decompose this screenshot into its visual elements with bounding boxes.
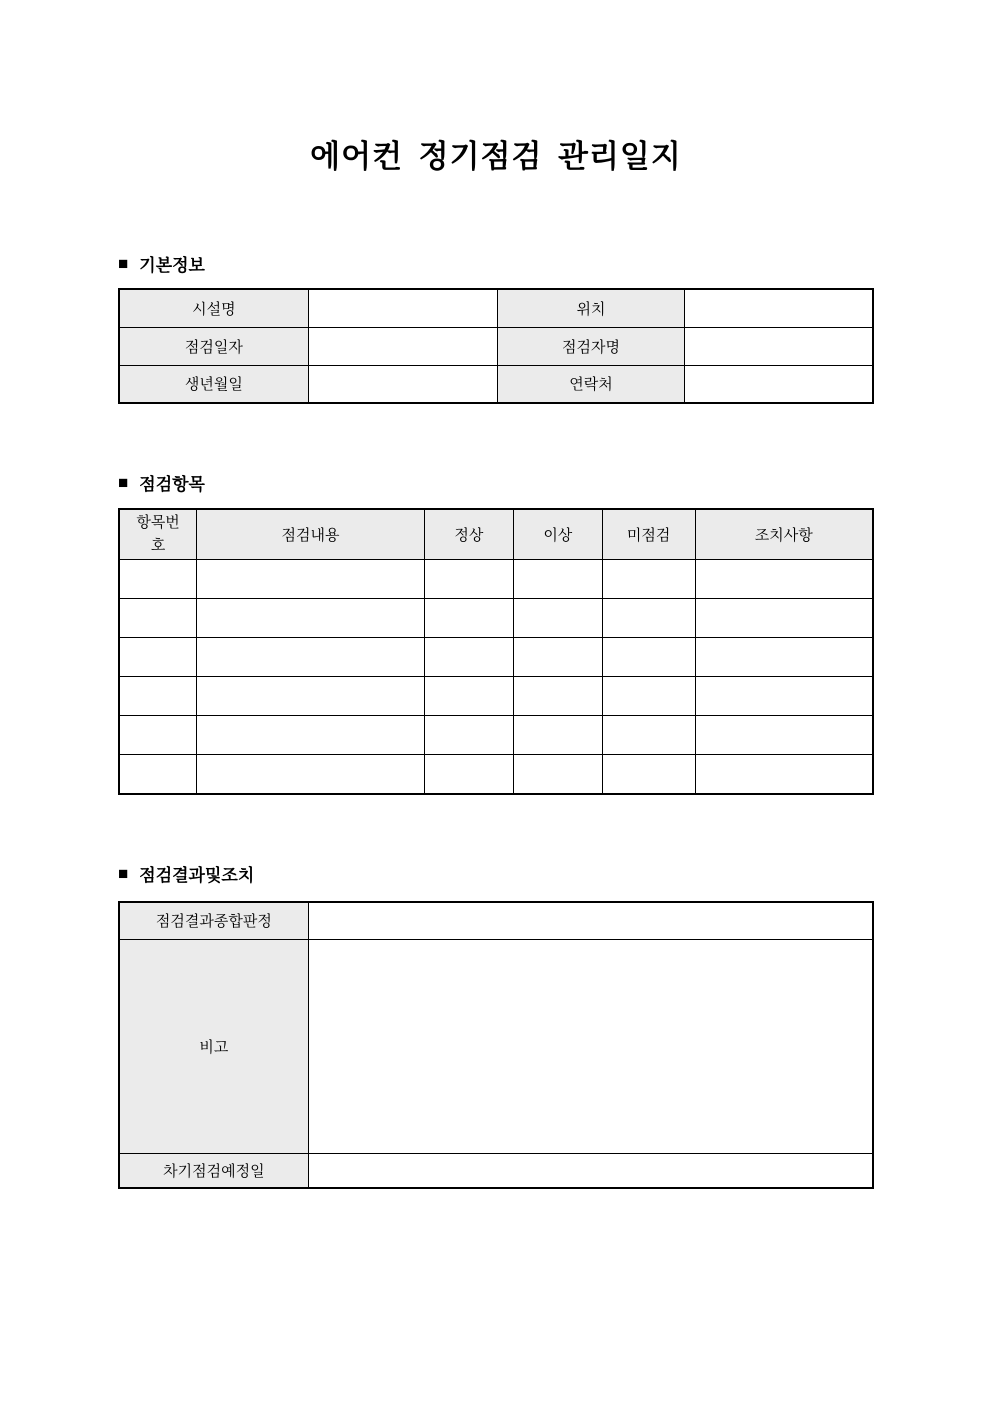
inspection-cell[interactable] <box>424 716 513 755</box>
inspection-empty-row <box>119 560 873 599</box>
location-field[interactable] <box>684 289 873 327</box>
inspection-cell[interactable] <box>424 560 513 599</box>
inspection-cell[interactable] <box>197 638 425 677</box>
inspection-cell[interactable] <box>602 560 695 599</box>
inspection-cell[interactable] <box>513 560 602 599</box>
inspection-date-label: 점검일자 <box>119 327 308 365</box>
facility-name-label: 시설명 <box>119 289 308 327</box>
section-heading-label: 점검항목 <box>139 475 205 494</box>
section-heading-result-action <box>118 861 254 886</box>
section-heading-label: 기본정보 <box>139 256 205 275</box>
table-row <box>119 289 873 327</box>
inspection-cell[interactable] <box>695 716 873 755</box>
remarks-label: 비고 <box>119 939 308 1153</box>
inspection-cell[interactable] <box>424 638 513 677</box>
inspection-cell[interactable] <box>119 560 197 599</box>
inspection-cell[interactable] <box>197 560 425 599</box>
section-bullet-icon: ■ <box>118 472 129 492</box>
inspection-cell[interactable] <box>513 755 602 794</box>
inspection-items-table <box>118 508 874 795</box>
inspection-cell[interactable] <box>513 677 602 716</box>
inspection-empty-row <box>119 677 873 716</box>
next-inspection-date-field[interactable] <box>308 1153 873 1188</box>
inspection-cell[interactable] <box>602 599 695 638</box>
birth-date-label: 생년월일 <box>119 365 308 403</box>
column-header-normal: 정상 <box>424 509 513 560</box>
column-header-not-inspected: 미점검 <box>602 509 695 560</box>
inspection-empty-row <box>119 599 873 638</box>
section-bullet-icon: ■ <box>118 253 129 273</box>
column-header-item-number: 항목번호 <box>119 509 197 560</box>
overall-judgement-label: 점검결과종합판정 <box>119 902 308 939</box>
inspection-empty-row <box>119 638 873 677</box>
inspection-date-field[interactable] <box>308 327 497 365</box>
inspection-cell[interactable] <box>695 560 873 599</box>
inspection-cell[interactable] <box>424 677 513 716</box>
column-header-inspection-content: 점검내용 <box>197 509 425 560</box>
section-bullet-icon: ■ <box>118 863 129 883</box>
table-row <box>119 939 873 1153</box>
inspection-cell[interactable] <box>695 638 873 677</box>
inspection-empty-row <box>119 755 873 794</box>
contact-field[interactable] <box>684 365 873 403</box>
table-header-row <box>119 509 873 560</box>
overall-judgement-field[interactable] <box>308 902 873 939</box>
section-heading-basic-info <box>118 251 205 276</box>
inspection-cell[interactable] <box>424 755 513 794</box>
column-header-action: 조치사항 <box>695 509 873 560</box>
contact-label: 연락처 <box>498 365 685 403</box>
inspector-name-field[interactable] <box>684 327 873 365</box>
inspection-empty-row <box>119 716 873 755</box>
basic-info-table <box>118 288 874 404</box>
inspection-cell[interactable] <box>602 755 695 794</box>
inspection-cell[interactable] <box>119 599 197 638</box>
inspection-cell[interactable] <box>197 716 425 755</box>
inspection-cell[interactable] <box>602 638 695 677</box>
location-label: 위치 <box>498 289 685 327</box>
column-header-abnormal: 이상 <box>513 509 602 560</box>
section-heading-label: 점검결과및조치 <box>139 866 255 885</box>
facility-name-field[interactable] <box>308 289 497 327</box>
table-row <box>119 365 873 403</box>
table-row <box>119 1153 873 1188</box>
result-action-table <box>118 901 874 1189</box>
birth-date-field[interactable] <box>308 365 497 403</box>
table-row <box>119 902 873 939</box>
inspection-cell[interactable] <box>513 599 602 638</box>
section-heading-inspection-items <box>118 470 205 495</box>
inspection-cell[interactable] <box>119 755 197 794</box>
inspection-cell[interactable] <box>197 599 425 638</box>
inspection-cell[interactable] <box>695 677 873 716</box>
inspection-cell[interactable] <box>513 638 602 677</box>
remarks-field[interactable] <box>308 939 873 1153</box>
inspection-cell[interactable] <box>119 716 197 755</box>
inspection-cell[interactable] <box>602 716 695 755</box>
inspection-cell[interactable] <box>197 677 425 716</box>
inspection-cell[interactable] <box>695 755 873 794</box>
inspection-cell[interactable] <box>602 677 695 716</box>
inspector-name-label: 점검자명 <box>498 327 685 365</box>
inspection-cell[interactable] <box>197 755 425 794</box>
page-title: 에어컨 정기점검 관리일지 <box>310 139 682 174</box>
next-inspection-date-label: 차기점검예정일 <box>119 1153 308 1188</box>
inspection-table-body <box>119 560 873 794</box>
inspection-cell[interactable] <box>695 599 873 638</box>
inspection-cell[interactable] <box>424 599 513 638</box>
inspection-cell[interactable] <box>513 716 602 755</box>
inspection-cell[interactable] <box>119 638 197 677</box>
inspection-cell[interactable] <box>119 677 197 716</box>
table-row <box>119 327 873 365</box>
